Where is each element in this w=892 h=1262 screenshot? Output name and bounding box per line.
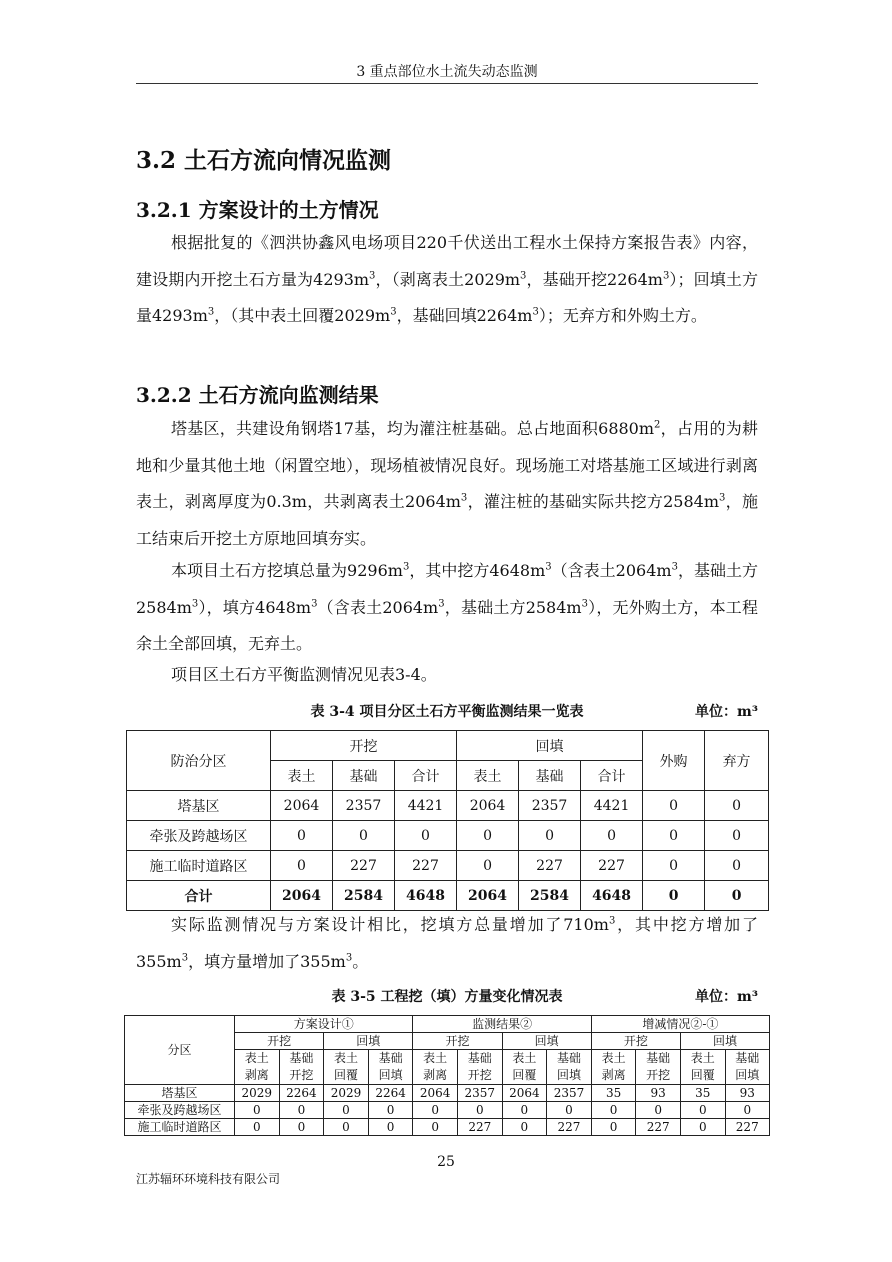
- header-topsoil-cover: 表土 回覆: [324, 1050, 369, 1085]
- row-label: 施工临时道路区: [127, 851, 271, 881]
- cell: 4421: [395, 791, 457, 821]
- cell: 35: [680, 1085, 725, 1102]
- header-topsoil-stripping: 表土 剥离: [413, 1050, 458, 1085]
- cell: 0: [271, 821, 333, 851]
- cell: 2584: [333, 881, 395, 911]
- section-title: 3.2 土石方流向情况监测: [136, 147, 392, 174]
- row-label: 塔基区: [125, 1085, 235, 1102]
- cell: 0: [705, 791, 769, 821]
- cell: 0: [235, 1102, 280, 1119]
- cell: 2064: [413, 1085, 458, 1102]
- header-foundation-backfill: 基础 回填: [725, 1050, 769, 1085]
- cell: 0: [457, 1102, 502, 1119]
- cell: 0: [591, 1119, 636, 1136]
- header-foundation-backfill: 基础 回填: [368, 1050, 413, 1085]
- cell: 0: [271, 851, 333, 881]
- header-foundation-excavation: 基础 开挖: [279, 1050, 324, 1085]
- cell: 4648: [395, 881, 457, 911]
- cell: 0: [502, 1119, 547, 1136]
- table-row: [125, 1119, 770, 1136]
- row-label: 牵张及跨越场区: [125, 1102, 235, 1119]
- cell: 0: [680, 1102, 725, 1119]
- header-backfill: 回填: [324, 1033, 413, 1050]
- cell: 2357: [547, 1085, 592, 1102]
- cell: 0: [519, 821, 581, 851]
- table-row: [125, 1085, 770, 1102]
- subsection-title-3-2-2: 3.2.2 土石方流向监测结果: [136, 383, 379, 407]
- paragraph-table-reference: 项目区土石方平衡监测情况见表3-4。: [171, 665, 437, 684]
- table-total-row: [127, 881, 769, 911]
- cell: 0: [581, 821, 643, 851]
- header-foundation-excavation: 基础 开挖: [457, 1050, 502, 1085]
- header-topsoil: 表土: [271, 761, 333, 791]
- cell: 0: [235, 1119, 280, 1136]
- cell: 0: [643, 821, 705, 851]
- paragraph-total-earthwork: 本项目土石方挖填总量为$9296m^3$，其中挖方$4648m^3$（含表土$2064m^3$，基础土方$2584m^3$），填方$4648m^3$（含表土$2064m^3$，基础土方$2584m^3$），无外购土方，本工程余土全部回填，无弃土。: [136, 561, 758, 654]
- cell: 2264: [368, 1085, 413, 1102]
- cell: 2357: [333, 791, 395, 821]
- header-excavation: 开挖: [235, 1033, 324, 1050]
- cell: 0: [324, 1102, 369, 1119]
- table-3-4-caption: 表 3-4 项目分区土石方平衡监测结果一览表: [310, 704, 584, 720]
- cell: 227: [725, 1119, 769, 1136]
- cell: 227: [547, 1119, 592, 1136]
- cell: 2029: [324, 1085, 369, 1102]
- cell: 93: [725, 1085, 769, 1102]
- cell: 0: [413, 1102, 458, 1119]
- cell: 4648: [581, 881, 643, 911]
- paragraph-tower-area: 塔基区，共建设角钢塔17基，均为灌注桩基础。总占地面积$6880m^2$，占用的为耕地和少量其他土地（闲置空地），现场植被情况良好。现场施工对塔基施工区域进行剥离表土，剥离厚度为0.3m，共剥离表土$2064m^3$，灌注桩的基础实际共挖方$2584m^3$，施工结束后开挖土方原地回填夯实。: [136, 419, 758, 549]
- cell: 2029: [235, 1085, 280, 1102]
- cell: 2357: [519, 791, 581, 821]
- header-excavation: 开挖: [591, 1033, 680, 1050]
- cell: 0: [324, 1119, 369, 1136]
- header-topsoil: 表土: [457, 761, 519, 791]
- header-backfill: 回填: [680, 1033, 769, 1050]
- cell: 0: [395, 821, 457, 851]
- header-foundation: 基础: [519, 761, 581, 791]
- header-design: 方案设计①: [235, 1016, 413, 1033]
- row-label: 塔基区: [127, 791, 271, 821]
- cell: 0: [705, 881, 769, 911]
- cell: 227: [395, 851, 457, 881]
- table-3-4-caption-row: [136, 701, 758, 721]
- earthwork-change-table: [124, 1015, 770, 1136]
- cell: 227: [581, 851, 643, 881]
- cell: 2064: [271, 881, 333, 911]
- cell: 0: [643, 791, 705, 821]
- subsection-title-3-2-1: 3.2.1 方案设计的土方情况: [136, 198, 379, 222]
- cell: 0: [725, 1102, 769, 1119]
- cell: 0: [333, 821, 395, 851]
- cell: 4421: [581, 791, 643, 821]
- cell: 0: [368, 1102, 413, 1119]
- table-row: [127, 821, 769, 851]
- row-label: 牵张及跨越场区: [127, 821, 271, 851]
- cell: 0: [502, 1102, 547, 1119]
- cell: 2357: [457, 1085, 502, 1102]
- table-row: [125, 1102, 770, 1119]
- table-3-4-unit: 单位：m³: [695, 704, 758, 720]
- cell: 2264: [279, 1085, 324, 1102]
- cell: 227: [519, 851, 581, 881]
- header-topsoil-stripping: 表土 剥离: [235, 1050, 280, 1085]
- header-topsoil-cover: 表土 回覆: [680, 1050, 725, 1085]
- cell: 0: [643, 881, 705, 911]
- header-spoil: 弃方: [705, 731, 769, 791]
- earthwork-balance-table: [126, 730, 769, 911]
- header-change: 增减情况②-①: [591, 1016, 769, 1033]
- header-foundation-backfill: 基础 回填: [547, 1050, 592, 1085]
- cell: 0: [368, 1119, 413, 1136]
- cell: 0: [643, 851, 705, 881]
- table-row: [127, 791, 769, 821]
- header-foundation-excavation: 基础 开挖: [636, 1050, 681, 1085]
- header-total: 合计: [581, 761, 643, 791]
- row-label: 合计: [127, 881, 271, 911]
- cell: 0: [457, 821, 519, 851]
- cell: 0: [457, 851, 519, 881]
- header-backfill: 回填: [457, 731, 643, 761]
- cell: 227: [636, 1119, 681, 1136]
- header-monitor: 监测结果②: [413, 1016, 591, 1033]
- cell: 0: [705, 821, 769, 851]
- cell: 227: [457, 1119, 502, 1136]
- header-zone: 防治分区: [127, 731, 271, 791]
- cell: 0: [680, 1119, 725, 1136]
- header-topsoil-cover: 表土 回覆: [502, 1050, 547, 1085]
- header-topsoil-stripping: 表土 剥离: [591, 1050, 636, 1085]
- cell: 93: [636, 1085, 681, 1102]
- paragraph-design-earthwork: 根据批复的《泗洪协鑫风电场项目220千伏送出工程水土保持方案报告表》内容，建设期内开挖土石方量为$4293m^3$，（剥离表土$2029m^3$，基础开挖$2264m^3$）；回填土方量$4293m^3$，（其中表土回覆$2029m^3$，基础回填$2264m^3$）；无弃方和外购土方。: [136, 233, 758, 326]
- cell: 2064: [271, 791, 333, 821]
- cell: 0: [547, 1102, 592, 1119]
- table-row: [127, 851, 769, 881]
- header-purchase: 外购: [643, 731, 705, 791]
- header-backfill: 回填: [502, 1033, 591, 1050]
- cell: 2064: [457, 791, 519, 821]
- header-zone: 分区: [125, 1016, 235, 1085]
- page-number: 25: [437, 1154, 455, 1170]
- page-header: 3 重点部位水土流失动态监测: [356, 64, 538, 80]
- cell: 2064: [457, 881, 519, 911]
- header-excavation: 开挖: [413, 1033, 502, 1050]
- table-3-5-caption-row: [136, 986, 758, 1006]
- cell: 0: [413, 1119, 458, 1136]
- footer-company: 江苏辐环环境科技有限公司: [136, 1172, 281, 1186]
- cell: 227: [333, 851, 395, 881]
- table-3-5-unit: 单位：m³: [695, 989, 758, 1005]
- row-label: 施工临时道路区: [125, 1119, 235, 1136]
- cell: 0: [591, 1102, 636, 1119]
- cell: 0: [705, 851, 769, 881]
- cell: 0: [279, 1102, 324, 1119]
- paragraph-comparison: 实际监测情况与方案设计相比，挖填方总量增加了$710m^3$，其中挖方增加了$355m^3$，填方量增加了$355m^3$。: [136, 915, 758, 971]
- header-foundation: 基础: [333, 761, 395, 791]
- cell: 0: [279, 1119, 324, 1136]
- header-excavation: 开挖: [271, 731, 457, 761]
- cell: 35: [591, 1085, 636, 1102]
- table-3-5-caption: 表 3-5 工程挖（填）方量变化情况表: [331, 989, 563, 1005]
- cell: 0: [636, 1102, 681, 1119]
- cell: 2064: [502, 1085, 547, 1102]
- header-divider: [136, 83, 758, 84]
- header-total: 合计: [395, 761, 457, 791]
- cell: 2584: [519, 881, 581, 911]
